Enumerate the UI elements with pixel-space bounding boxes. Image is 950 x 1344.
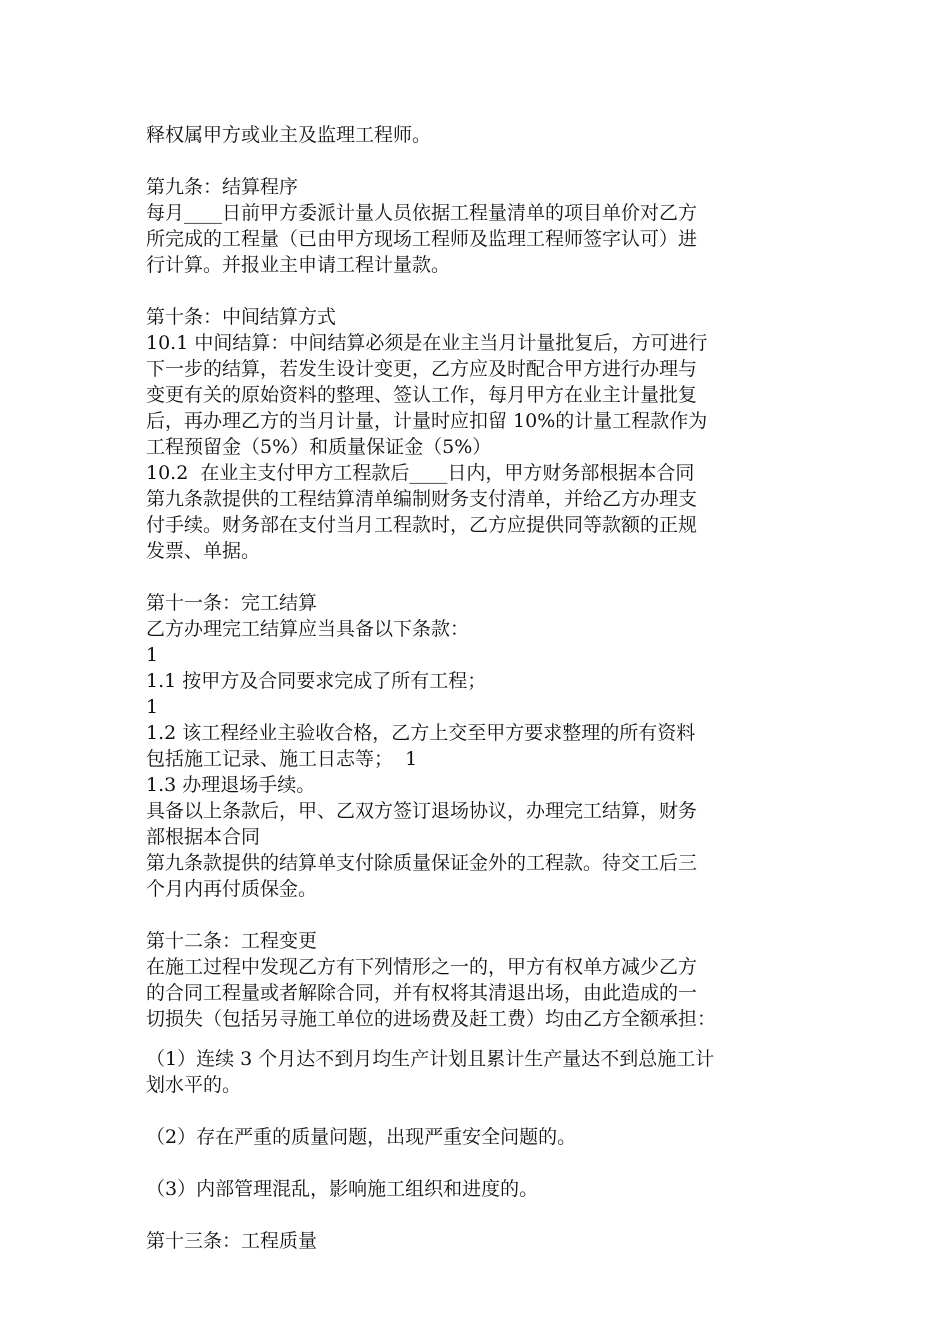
text-line: 第九条款提供的结算单支付除质量保证金外的工程款。待交工后三	[146, 852, 698, 874]
text-line: 发票、单据。	[146, 540, 261, 562]
section-heading-11: 第十一条：完工结算	[146, 592, 318, 614]
list-item: （2）存在严重的质量问题，出现严重安全问题的。	[146, 1126, 577, 1148]
text-line: 下一步的结算，若发生设计变更，乙方应及时配合甲方进行办理与	[146, 358, 698, 380]
text-line: 切损失（包括另寻施工单位的进场费及赶工费）均由乙方全额承担：	[146, 1008, 717, 1030]
text-line: 行计算。并报业主申请工程计量款。	[146, 254, 451, 276]
text-line: 划水平的。	[146, 1074, 242, 1096]
text-line: 付手续。财务部在支付当月工程款时，乙方应提供同等款额的正规	[146, 514, 698, 536]
text-line: 包括施工记录、施工日志等； 1	[146, 748, 418, 770]
text-line: 部根据本合同	[146, 826, 261, 848]
text-line: 具备以上条款后，甲、乙双方签订退场协议，办理完工结算，财务	[146, 800, 698, 822]
section-heading-9: 第九条：结算程序	[146, 176, 299, 198]
text-line: 所完成的工程量（已由甲方现场工程师及监理工程师签字认可）进	[146, 228, 698, 250]
text-line: 1	[146, 696, 159, 718]
section-heading-13: 第十三条：工程质量	[146, 1230, 318, 1252]
text-line: 10.2 在业主支付甲方工程款后____日内，甲方财务部根据本合同	[146, 462, 695, 484]
text-line: 释权属甲方或业主及监理工程师。	[146, 124, 432, 146]
text-line: 后，再办理乙方的当月计量，计量时应扣留 10%的计量工程款作为	[146, 410, 708, 432]
text-line: 1.1 按甲方及合同要求完成了所有工程；	[146, 670, 487, 692]
section-heading-10: 第十条：中间结算方式	[146, 306, 337, 328]
text-line: 1	[146, 644, 159, 666]
list-item: （3）内部管理混乱，影响施工组织和进度的。	[146, 1178, 539, 1200]
text-line: 工程预留金（5%）和质量保证金（5%）	[146, 436, 492, 458]
text-line: 1.3 办理退场手续。	[146, 774, 316, 796]
text-line: 在施工过程中发现乙方有下列情形之一的，甲方有权单方减少乙方	[146, 956, 698, 978]
list-item: （1）连续 3 个月达不到月均生产计划且累计生产量达不到总施工计	[146, 1048, 715, 1070]
text-line: 变更有关的原始资料的整理、签认工作，每月甲方在业主计量批复	[146, 384, 698, 406]
text-line: 每月____日前甲方委派计量人员依据工程量清单的项目单价对乙方	[146, 202, 698, 224]
text-line: 的合同工程量或者解除合同，并有权将其清退出场，由此造成的一	[146, 982, 698, 1004]
text-line: 个月内再付质保金。	[146, 878, 318, 900]
section-heading-12: 第十二条：工程变更	[146, 930, 318, 952]
text-line: 乙方办理完工结算应当具备以下条款：	[146, 618, 470, 640]
text-line: 1.2 该工程经业主验收合格，乙方上交至甲方要求整理的所有资料	[146, 722, 696, 744]
text-line: 第九条款提供的工程结算清单编制财务支付清单，并给乙方办理支	[146, 488, 698, 510]
text-line: 10.1 中间结算：中间结算必须是在业主当月计量批复后，方可进行	[146, 332, 708, 354]
